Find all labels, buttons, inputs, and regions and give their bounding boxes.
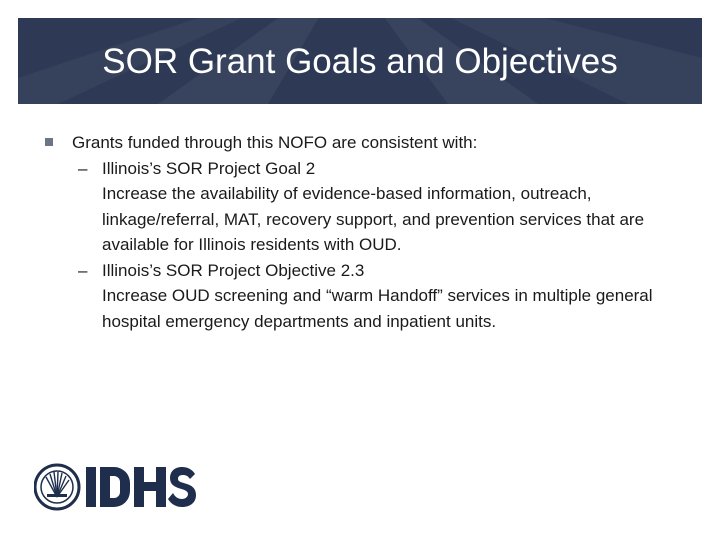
- slide-content: [45, 130, 695, 334]
- goal-heading: Illinois’s SOR Project Goal 2: [102, 158, 316, 178]
- people-figures-icon: [112, 480, 116, 494]
- bullet-intro: [45, 130, 695, 156]
- idhs-wordmark: [86, 467, 196, 507]
- goal-text: Increase the availability of evidence-based information, outreach, linkage/referral, MAT, recovery support, and prevention services that are available for Illinois residents with OUD.: [102, 184, 645, 254]
- objective-heading: Illinois’s SOR Project Objective 2.3: [102, 260, 365, 280]
- slide-title: SOR Grant Goals and Objectives: [102, 42, 618, 81]
- idhs-logo: [34, 462, 199, 512]
- title-bar: [18, 18, 702, 104]
- square-bullet-icon: [45, 138, 53, 146]
- dash-marker: –: [78, 158, 88, 178]
- objective-text: Increase OUD screening and “warm Handoff” services in multiple general hospital emergency departments and inpatient units.: [102, 286, 653, 331]
- goal-item: [45, 156, 695, 258]
- objective-item: [45, 258, 695, 335]
- state-seal-icon: [35, 465, 79, 509]
- bullet-intro-text: Grants funded through this NOFO are consistent with:: [72, 133, 478, 152]
- idhs-logo-graphic: [34, 462, 199, 512]
- dash-marker: –: [78, 260, 88, 280]
